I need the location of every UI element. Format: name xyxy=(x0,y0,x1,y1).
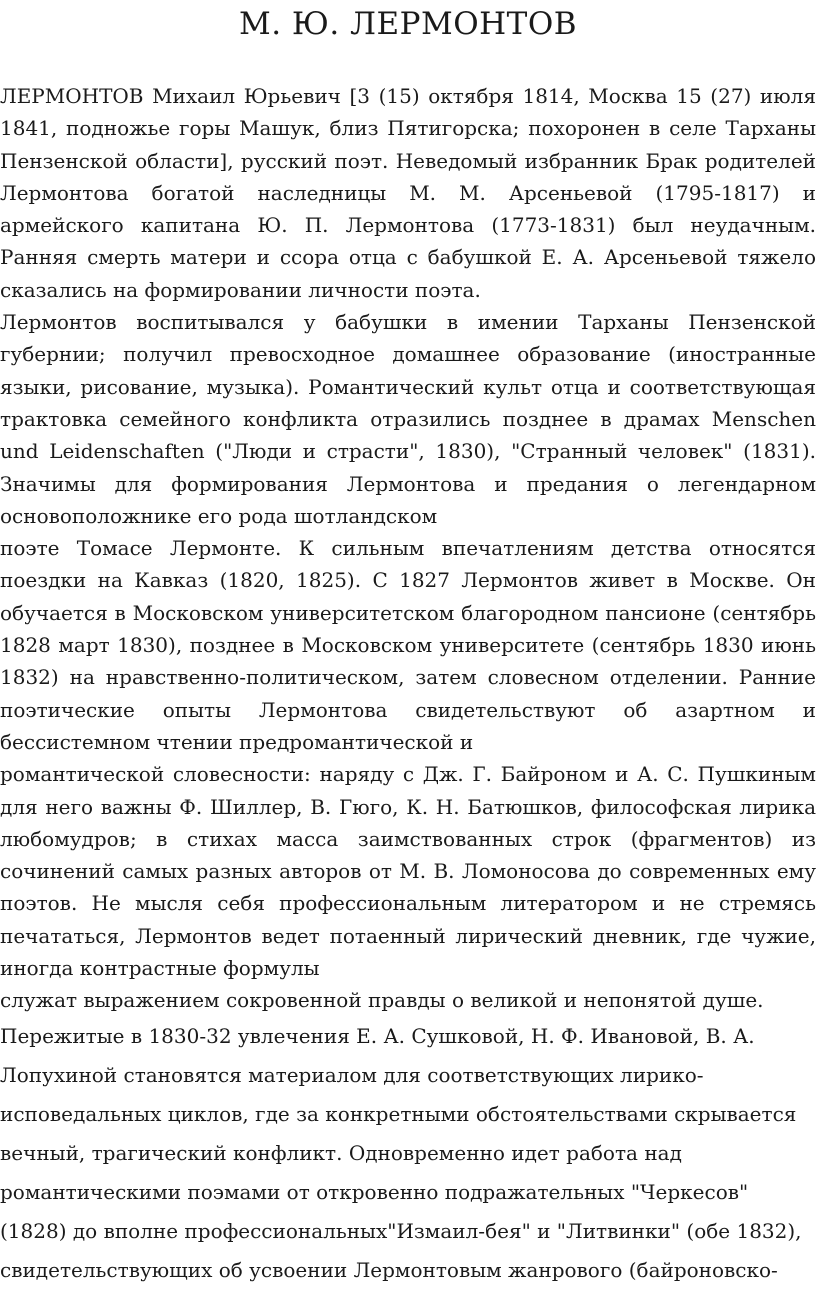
paragraph-5: служат выражением сокровенной правды о великой и непонятой душе. xyxy=(0,988,764,1013)
document-title: М. Ю. ЛЕРМОНТОВ xyxy=(238,6,578,42)
paragraph-4: романтической словесности: наряду с Дж. Г. Байроном и А. С. Пушкиным для него важны Ф. Шиллер, В. Гюго, К. Н. Батюшков, философская лирика любомудров; в стихах масса заимствованных строк (фрагментов) из сочинений самых разных авторов от М. В. Ломоносова до современных ему поэтов. Не мысля себя профессиональным литератором и не стремясь печататься, Лермонтов ведет потаенный лирический дневник, где чужие, иногда контрастные формулы xyxy=(0,762,816,981)
paragraph-3: поэте Томасе Лермонте. К сильным впечатлениям детства относятся поездки на Кавказ (1820, 1825). С 1827 Лермонтов живет в Москве. Он обучается в Московском университетском благородном пансионе (сентябрь 1828 март 1830), позднее в Московском университете (сентябрь 1830 июнь 1832) на нравственно-политическом, затем словесном отделении. Ранние поэтические опыты Лермонтова свидетельствуют об азартном и бессистемном чтении предромантической и xyxy=(0,536,816,754)
document-body xyxy=(0,80,816,1290)
paragraph-2: Лермонтов воспитывался у бабушки в имении Тарханы Пензенской губернии; получил превосходное домашнее образование (иностранные языки, рисование, музыка). Романтический культ отца и соответствующая трактовка семейного конфликта отразились позднее в драмах Menschen und Leidenschaften ("Люди и страсти", 1830), "Странный человек" (1831). Значимы для формирования Лермонтова и предания о легендарном основоположнике его рода шотландском xyxy=(0,310,816,528)
paragraph-6: Пережитые в 1830-32 увлечения Е. А. Сушковой, Н. Ф. Ивановой, В. А. Лопухиной становятся материалом для соответствующих лирико-исповедальных циклов, где за конкретными обстоятельствами скрывается вечный, трагический конфликт. Одновременно идет работа над романтическими поэмами от откровенно подражательных "Черкесов" (1828) до вполне профессиональных"Измаил-бея" и "Литвинки" (обе 1832), свидетельствующих об усвоении Лермонтовым жанрового (байроновско- xyxy=(0,1023,802,1282)
paragraph-1: ЛЕРМОНТОВ Михаил Юрьевич [3 (15) октября 1814, Москва 15 (27) июля 1841, подножье горы Машук, близ Пятигорска; похоронен в селе Тарханы Пензенской области], русский поэт. Неведомый избранник Брак родителей Лермонтова богатой наследницы М. М. Арсеньевой (1795-1817) и армейского капитана Ю. П. Лермонтова (1773-1831) был неудачным. Ранняя смерть матери и ссора отца с бабушкой Е. А. Арсеньевой тяжело сказались на формировании личности поэта. xyxy=(0,84,816,302)
